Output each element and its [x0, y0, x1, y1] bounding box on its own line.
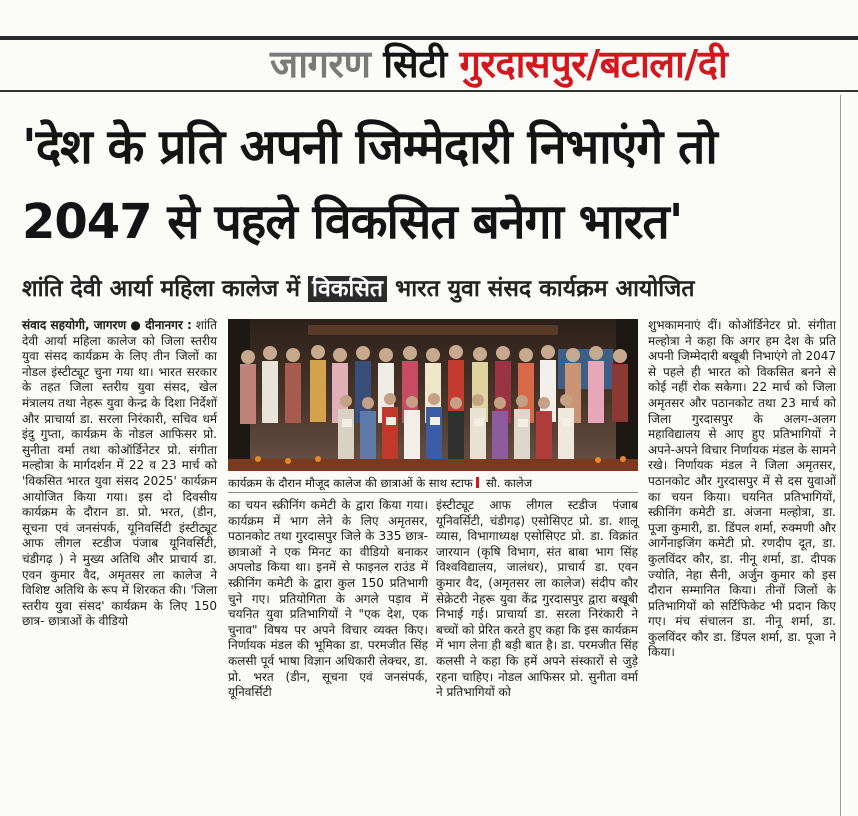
caption-separator — [476, 477, 479, 488]
brand-name: जागरण — [270, 42, 371, 86]
caption-text: कार्यक्रम के दौरान मौजूद कालेज की छात्राओं के साथ स्टाफ — [228, 476, 473, 490]
subhead-before: शांति देवी आर्या महिला कालेज में — [22, 276, 300, 302]
adjacent-column-edge — [840, 95, 858, 816]
edition-name: गुरदासपुर/बटाला/दी — [459, 42, 728, 86]
section-name: सिटी — [383, 42, 447, 86]
article-text-1: शांति देवी आर्या महिला कालेज को जिला स्तरीय युवा संसद कार्यक्रम के लिए तीन जिलों का नोडल इंस्टीट्यूट चुना गया था। भारत सरकार के तहत जिला स्तरीय युवा संसद, खेल मंत्रालय तथा नेहरू युवा केन्द्र के दिशा निर्देशों और प्राचार्या डा. सरला निरंकारी, सचिव धर्म इंदु गुप्ता, कार्यक्रम के नोडल आफिसर प्रो. सुनीता वर्मा तथा कोऑर्डिनेटर प्रो. संगीता मल्होत्रा के मार्गदर्शन में 22 व 23 मार्च को 'विकसित भारत युवा संसद 2025' कार्यक्रम आयोजित किया गया। इस दो दिवसीय कार्यक्रम के दौरान डा. प्रो. भरत, (डीन, सूचना एवं जनसंपर्क, यूनिवर्सिटी इंस्टीट्यूट आफ लीगल स्टडीज पंजाब यूनिवर्सिटी, चंडीगढ़ ) ने मुख्य अतिथि और प्राचार्य डा. एवन कुमार वैद, अमृतसर ला कालेज ने विशिष्ट अतिथि के रूप में शिरकत की। 'जिला स्तरीय युवा संसद' कार्यक्रम के लिए 150 छात्र- छात्राओं के वीडियो — [22, 318, 217, 629]
headline: 'देश के प्रति अपनी जिम्मेदारी निभाएंगे तो 2047 से पहले विकसित बनेगा भारत' — [22, 119, 717, 250]
subhead-after: भारत युवा संसद कार्यक्रम आयोजित — [395, 276, 695, 302]
article-column-4: शुभकामनाएं दीं। कोऑर्डिनेटर प्रो. संगीता मल्होत्रा ने कहा कि अगर हम देश के प्रति अपनी जिम्मेदारी बखूबी निभाएंगे तो 2047 से पहले ही भारत को विकसित बनने से कोई नहीं रोक सकेगा। 22 मार्च को जिला अमृतसर और पठानकोट तथा 23 मार्च को जिला गुरदासपुर के अलग-अलग महाविद्यालय से आए हुए प्रतिभागियों ने अपने-अपने विचार निर्णायक मंडल के सामने रखे। निर्णायक मंडल ने जिला अमृतसर, पठानकोट और गुरदासपुर में से दस युवाओं का चयन किया। चयनित प्रतिभागियों, स्क्रीनिंग कमेटी डा. अंजना मल्होत्रा, डा. पूजा कुमारी, डा. डिंपल शर्मा, रुक्मणी और आर्गेनाइजिंग कमेटी प्रो. रणदीप दूत, डा. कुलविंदर कौर, डा. नीनू शर्मा, डा. दीपक ज्योति, नेहा सैनी, अर्जुन कुमार को इस दौरान सम्मानित किया। तीनों जिलों के प्रतिभागियों को सर्टिफिकेट भी प्रदान किए गए। मंच संचालन डा. नीनू शर्मा, डा. कुलविंदर कौर डा. डिंपल शर्मा, डा. पूजा ने किया। — [648, 318, 836, 660]
masthead-divider — [0, 90, 858, 92]
subheadline — [22, 272, 822, 306]
article-column-2: का चयन स्क्रीनिंग कमेटी के द्वारा किया गया। कार्यक्रम में भाग लेने के लिए अमृतसर, पठानकोट तथा गुरदासपुर जिले के 335 छात्र-छात्राओं ने एक मिनट का वीडियो बनाकर अपलोड किया था। इनमें से फाइनल राउंड में स्क्रीनिंग कमेटी के द्वारा कुल 150 प्रतिभागी चुने गए। प्रतियोगिता के अगले पड़ाव में चयनित युवा प्रतिभागियों ने "एक देश, एक चुनाव" विषय पर अपने विचार व्यक्त किए। निर्णायक मंडल की भूमिका डा. परमजीत सिंह कलसी पूर्व भाषा विज्ञान अधिकारी लेक्चर, डा. प्रो. भरत (डीन, सूचना एवं जनसंपर्क, यूनिवर्सिटी — [228, 498, 428, 700]
photo-caption — [228, 474, 638, 493]
group-photo-illustration — [228, 319, 638, 471]
article-column-3: इंस्टीट्यूट आफ लीगल स्टडीज पंजाब यूनिवर्सिटी, चंडीगढ़) एसोसिएट प्रो. डा. शालू व्यास, विभागाध्यक्ष एसोसिएट प्रो. डा. विक्रांत जारयान (कृषि विभाग, संत बाबा भाग सिंह विश्वविद्यालय, जालंधर), प्राचार्य डा. एवन कुमार वैद, (अमृतसर ला कालेज) संदीप कौर सेक्रेटरी नेहरू युवा केंद्र गुरदासपुर द्वारा बखूबी निभाई गई। प्राचार्या डा. सरला निरंकारी ने बच्चों को प्रेरित करते हुए कहा कि इस कार्यक्रम में भाग लेना ही बड़ी बात है। डा. परमजीत सिंह कलसी ने कहा कि हमें अपने संस्कारों से जुड़े रहना चाहिए। नोडल आफिसर प्रो. सुनीता वर्मा ने प्रतिभागियों को — [436, 498, 638, 700]
subhead-highlight: विकसित — [308, 276, 387, 302]
dateline: संवाद सहयोगी, जागरण ● दीनानगर : — [22, 318, 192, 332]
masthead-title — [270, 40, 727, 88]
article-photo — [228, 319, 638, 471]
caption-credit: सौ. कालेज — [486, 476, 533, 490]
masthead — [0, 0, 858, 93]
article-column-1 — [22, 318, 217, 630]
